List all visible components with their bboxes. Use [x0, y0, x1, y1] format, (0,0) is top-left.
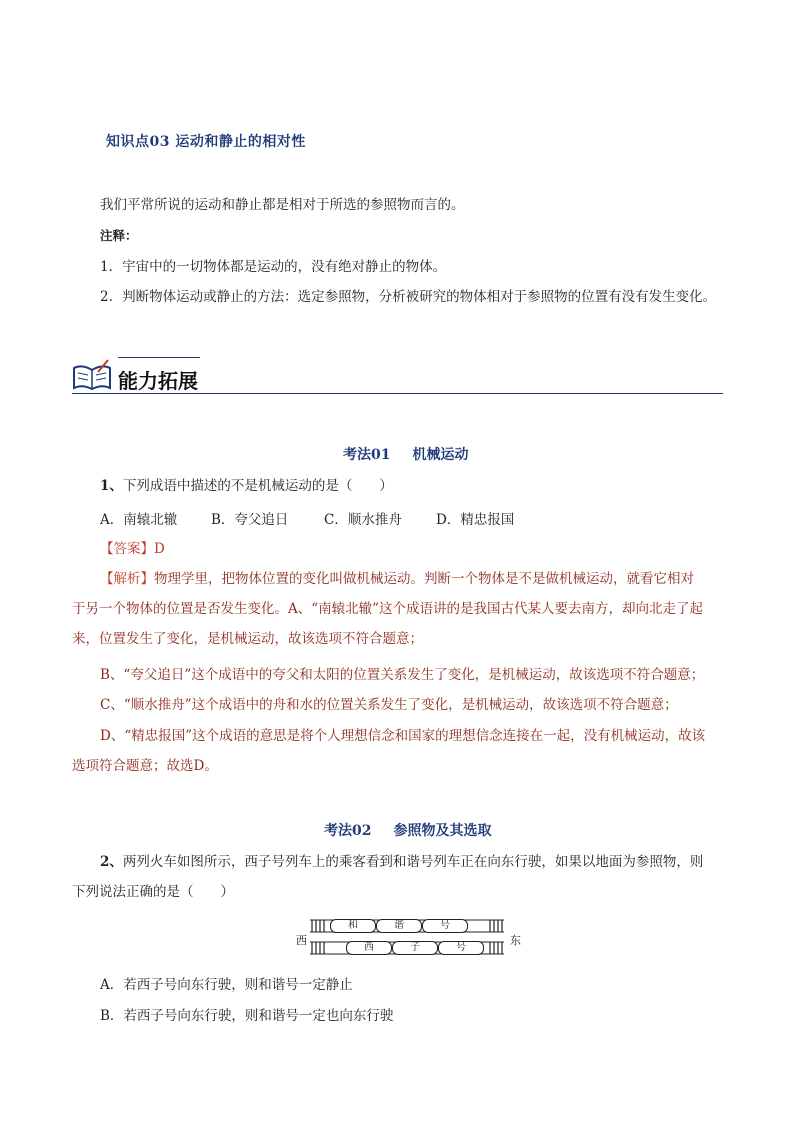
question-2-number: 2、 [100, 854, 123, 870]
explanation-line-2: 于另一个物体的位置是否发生变化。A、“南辕北辙”这个成语讲的是我国古代某人要去南方，却向北走了起 [72, 601, 704, 617]
explanation-line-1: 物理学里，把物体位置的变化叫做机械运动。判断一个物体是不是做机械运动，就看它相对 [154, 571, 694, 587]
note-label: 注释： [100, 228, 138, 243]
top-train-car-1: 和 [330, 919, 376, 933]
bottom-train-car-3: 号 [438, 941, 484, 955]
section-top-rule [118, 357, 200, 358]
east-label: 东 [510, 934, 521, 947]
question-1-text: 下列成语中描述的不是机械运动的是（ ） [122, 478, 393, 494]
section-title: 能力拓展 [118, 369, 198, 393]
question-2-line-2: 下列说法正确的是（ ） [72, 884, 234, 900]
question-1 [100, 476, 393, 496]
method-1-label: 考法01 [343, 447, 391, 463]
explanation-line-5: C、“顺水推舟”这个成语中的舟和水的位置关系发生了变化，是机械运动，故该选项不符合题意； [100, 697, 678, 713]
knowledge-point-title: 知识点03 运动和静止的相对性 [106, 134, 306, 150]
question-2-option-a: A．若西子号向东行驶，则和谐号一定静止 [100, 977, 353, 993]
explanation-line-4: B、“夸父追日”这个成语中的夸父和太阳的位置关系发生了变化，是机械运动，故该选项不符合题意； [100, 667, 705, 683]
bottom-train-car-1: 西 [346, 941, 392, 955]
method-2-name: 参照物及其选取 [393, 823, 492, 839]
explanation-line-3: 来，位置发生了变化，是机械运动，故该选项不符合题意； [72, 631, 423, 647]
explanation-line-6: D、“精忠报国”这个成语的意思是将个人理想信念和国家的理想信念连接在一起，没有机械运动，故该 [100, 728, 706, 744]
question-1-option-a: A．南辕北辙 [100, 512, 178, 528]
book-pen-icon [72, 358, 112, 392]
method-2-label: 考法02 [324, 823, 372, 839]
note-item-1: 1．宇宙中的一切物体都是运动的，没有绝对静止的物体。 [100, 259, 447, 275]
train-diagram [296, 915, 524, 960]
question-1-option-b: B．夸父追日 [211, 512, 289, 528]
question-2-line-1 [100, 852, 703, 872]
bottom-train-car-2: 子 [392, 941, 438, 955]
question-1-number: 1、 [100, 478, 123, 494]
question-2-option-b: B．若西子号向东行驶，则和谐号一定也向东行驶 [100, 1008, 394, 1024]
note-item-2: 2．判断物体运动或静止的方法：选定参照物，分析被研究的物体相对于参照物的位置有没有发生变化。 [100, 289, 717, 305]
top-train-car-2: 谐 [376, 919, 422, 933]
question-1-option-d: D．精忠报国 [436, 512, 515, 528]
question-1-option-c: C．顺水推舟 [324, 512, 402, 528]
explanation-1 [100, 564, 730, 594]
question-2-text-1: 两列火车如图所示，西子号列车上的乘客看到和谐号列车正在向东行驶，如果以地面为参照物，则 [122, 854, 704, 870]
explanation-1-tag: 【解析】 [100, 571, 154, 587]
method-1-title [343, 444, 468, 464]
top-train-car-3: 号 [422, 919, 468, 933]
answer-1 [100, 539, 165, 559]
section-divider [72, 393, 723, 394]
knowledge-statement: 我们平常所说的运动和静止都是相对于所选的参照物而言的。 [100, 197, 465, 213]
west-label: 西 [296, 934, 307, 947]
answer-1-value: D [154, 541, 165, 557]
method-2-title [324, 820, 491, 840]
explanation-line-7: 选项符合题意；故选D。 [72, 758, 218, 774]
method-1-name: 机械运动 [412, 447, 469, 463]
answer-1-tag: 【答案】 [100, 541, 154, 557]
